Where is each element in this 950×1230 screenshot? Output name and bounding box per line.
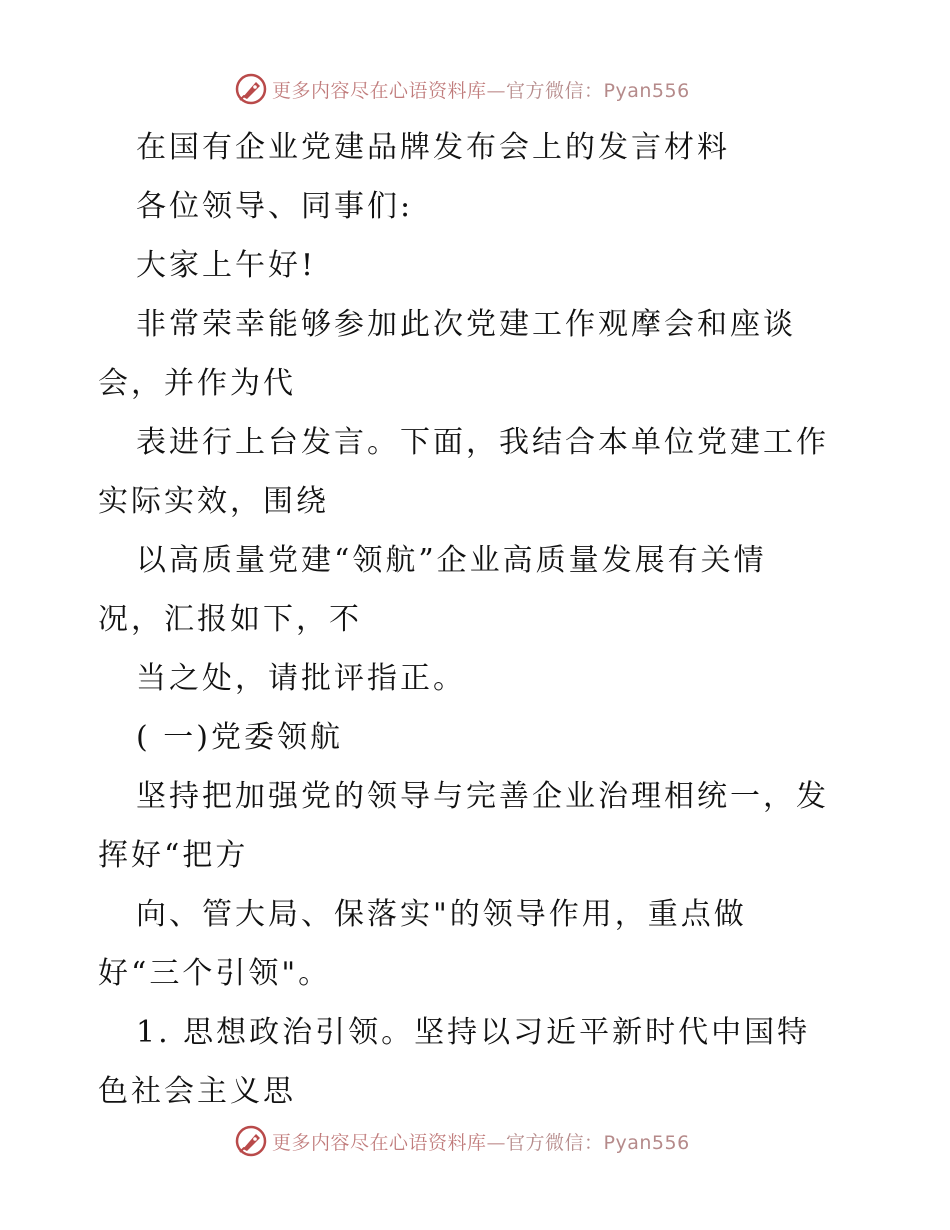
watermark-main: 更多内容尽在心语资料库: [272, 1131, 487, 1154]
paragraph-line: 况，汇报如下，不: [98, 602, 362, 637]
greeting-line: 大家上午好!: [136, 248, 317, 283]
watermark-main: 更多内容尽在心语资料库: [272, 79, 487, 102]
paragraph-line: 色社会主义思: [98, 1074, 296, 1109]
watermark-separator: —: [486, 1131, 507, 1154]
watermark-text: [272, 76, 690, 103]
paragraph-line: 向、管大局、保落实"的领导作用，重点做: [136, 897, 747, 932]
document-title: 在国有企业党建品牌发布会上的发言材料: [136, 130, 730, 165]
paragraph-line: 坚持把加强党的领导与完善企业治理相统一，发: [136, 779, 829, 814]
watermark-wechat-label: 官方微信：: [506, 79, 604, 102]
pen-nib-logo-icon: [234, 1124, 268, 1158]
footer-watermark: [234, 1124, 690, 1158]
paragraph-line: 会，并作为代: [98, 366, 296, 401]
pen-nib-logo-icon: [234, 72, 268, 106]
paragraph-line: 表进行上台发言。下面，我结合本单位党建工作: [136, 425, 829, 460]
section-heading: ( 一)党委领航: [136, 720, 343, 755]
watermark-wechat-id: Pyan556: [603, 1131, 690, 1154]
paragraph-line: 当之处，请批评指正。: [136, 661, 466, 696]
document-body: [98, 118, 858, 1121]
watermark-wechat-id: Pyan556: [603, 79, 690, 102]
paragraph-line: 实际实效，围绕: [98, 484, 329, 519]
header-watermark: [234, 72, 690, 106]
watermark-wechat-label: 官方微信：: [506, 1131, 604, 1154]
paragraph-line: 1. 思想政治引领。坚持以习近平新时代中国特: [136, 1015, 811, 1050]
watermark-separator: —: [486, 79, 507, 102]
watermark-text: [272, 1128, 690, 1155]
paragraph-line: 挥好“把方: [98, 838, 249, 873]
greeting-line: 各位领导、同事们:: [136, 189, 414, 224]
paragraph-line: 以高质量党建“领航”企业高质量发展有关情: [136, 543, 767, 578]
paragraph-line: 好“三个引领"。: [98, 956, 332, 991]
paragraph-line: 非常荣幸能够参加此次党建工作观摩会和座谈: [136, 307, 796, 342]
